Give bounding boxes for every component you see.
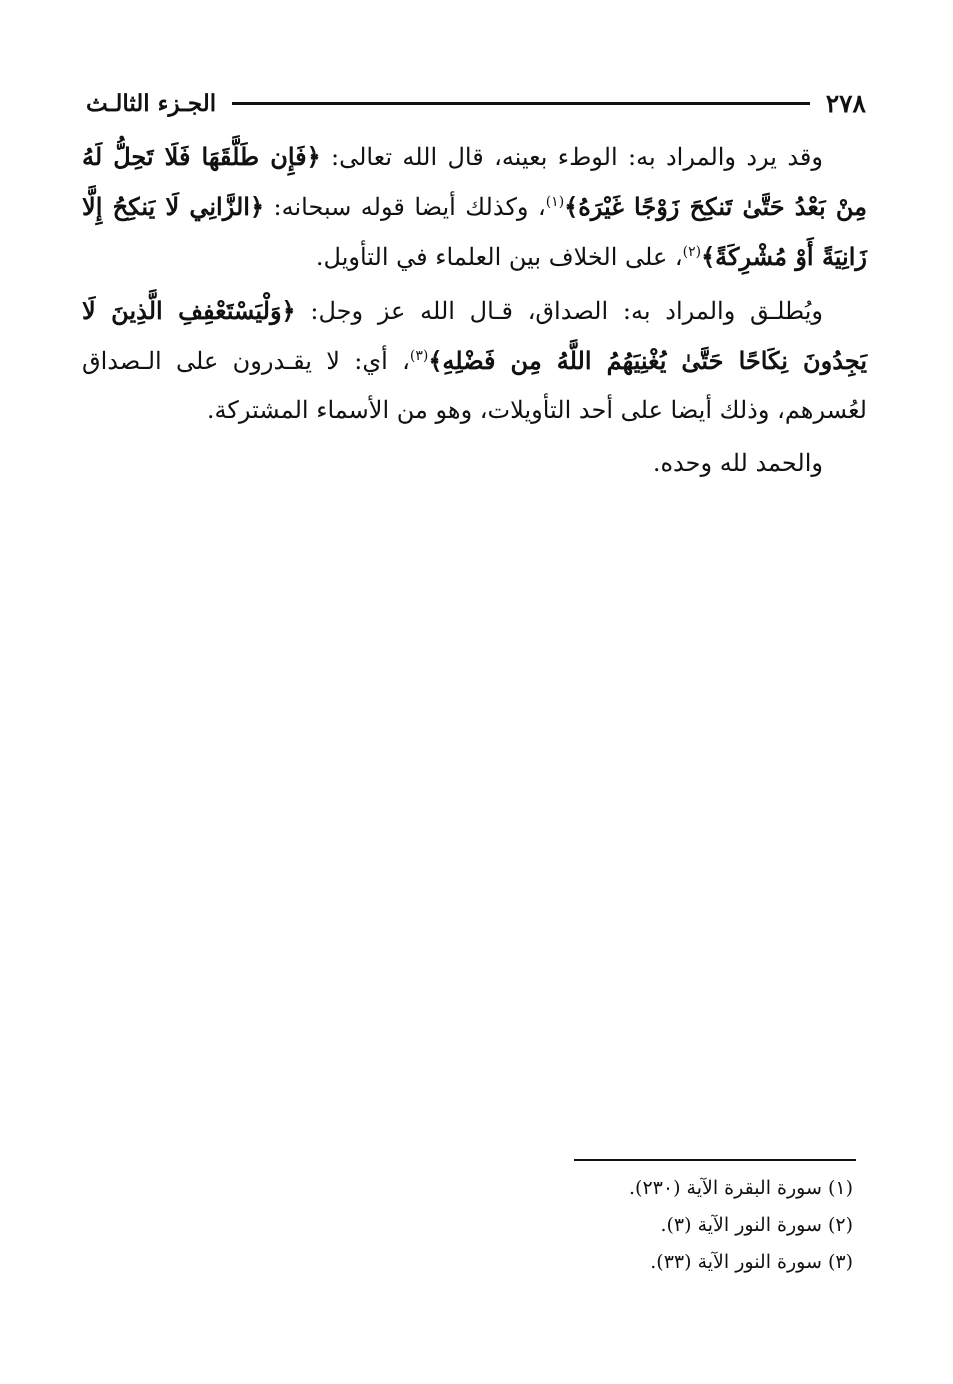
footnote-ref-2: (٢) [682,244,702,260]
paragraph-2 [82,286,867,435]
closing-line: والحمد لله وحده. [652,449,823,477]
quran-quote-1: ﴿فَإِن طَلَّقَهَا فَلَا تَحِلُّ لَهُ مِنْ بَعْدُ حَتَّىٰ تَنكِحَ زَوْجًا غَيْرَهُ﴾ [82,142,867,221]
footnote-ref-1: (١) [545,194,565,210]
body-text [82,132,867,488]
footnote-3: (٣) سورة النور الآية (٣٣). [650,1251,853,1273]
paragraph-1-text-2: ، وكذلك أيضا قوله سبحانه: [273,193,546,221]
paragraph-1-text-3: ، على الخلاف بين العلماء في التأويل. [315,243,683,271]
quran-quote-2: ﴿الزَّانِي لَا يَنكِحُ إِلَّا زَانِيَةً أَوْ مُشْرِكَةً﴾ [82,192,867,271]
page-header [86,86,866,120]
page-number: ٢٧٨ [825,88,866,118]
footnote-separator [574,1159,856,1161]
paragraph-2-text-2: ، أي: لا يقـدرون على الـصداق لعُسرهم، وذلك أيضا على أحد التأويلات، وهو من الأسماء المشتركة. [82,347,867,424]
quran-quote-3: ﴿وَلْيَسْتَعْفِفِ الَّذِينَ لَا يَجِدُونَ نِكَاحًا حَتَّىٰ يُغْنِيَهُمُ اللَّهُ مِن فَضْلِهِ﴾ [82,296,868,375]
footnote-2: (٢) سورة النور الآية (٣). [660,1214,853,1236]
paragraph-2-text-1: ويُطلـق والمراد به: الصداق، قـال الله عز وجل: [310,297,823,325]
footnote-ref-3: (٣) [409,348,429,364]
footnote-1: (١) سورة البقرة الآية (٢٣٠). [628,1177,853,1199]
running-title: الجـزء الثالـث [86,89,217,117]
paragraph-1-text-1: وقد يرد والمراد به: الوطء بعينه، قال الله تعالى: [331,143,823,171]
header-rule [232,102,810,105]
paragraph-1 [82,132,867,282]
footnotes [353,1170,853,1281]
